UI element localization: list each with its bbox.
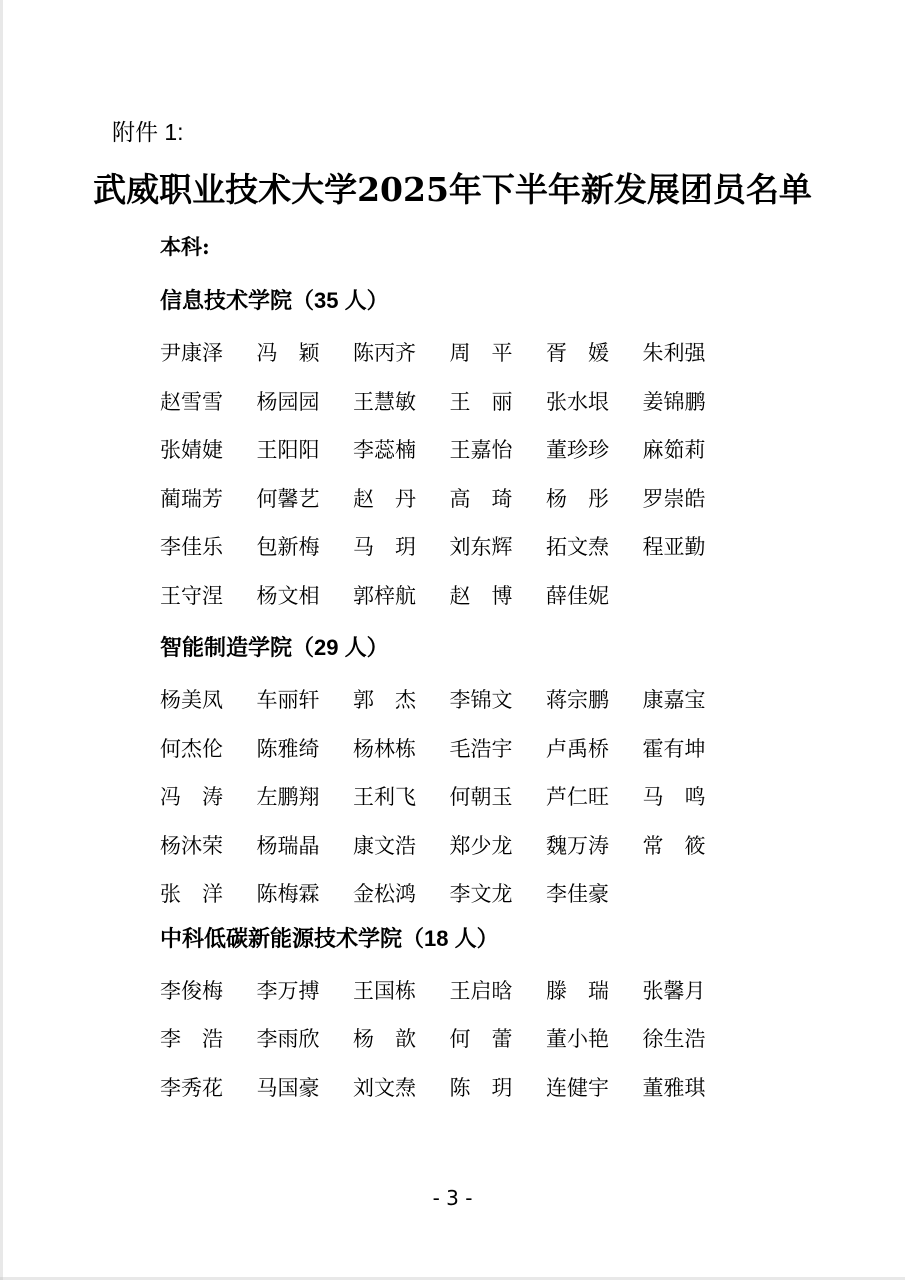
member-name: 何 蕾 (449, 1027, 513, 1052)
member-name: 陈 玥 (449, 1075, 513, 1100)
member-name: 冯 涛 (160, 785, 223, 810)
name-row (160, 724, 780, 773)
name-rows (160, 966, 780, 1112)
member-name: 康嘉宝 (642, 688, 706, 713)
member-name: 康文浩 (353, 833, 416, 858)
member-name: 李雨欣 (256, 1027, 320, 1052)
member-name: 蔺瑞芳 (160, 486, 223, 511)
member-name: 蒋宗鹏 (546, 688, 609, 713)
member-name: 薛佳妮 (546, 583, 609, 608)
member-name: 高 琦 (449, 486, 513, 511)
member-name: 张馨月 (642, 978, 706, 1003)
member-name: 陈丙齐 (353, 341, 416, 366)
member-name: 王国栋 (353, 978, 416, 1003)
member-name: 连健宇 (546, 1075, 609, 1100)
member-name: 杨美凤 (160, 688, 223, 713)
name-row (160, 522, 780, 571)
member-name: 马 玥 (353, 535, 416, 560)
member-name: 杨园园 (256, 389, 320, 414)
member-name: 董小艳 (546, 1027, 609, 1052)
member-name: 郭 杰 (353, 688, 416, 713)
name-rows (160, 675, 780, 918)
member-name: 何杰伦 (160, 736, 223, 761)
member-name: 金松鸿 (353, 882, 416, 907)
member-name: 麻筎莉 (642, 438, 706, 463)
member-name: 罗崇皓 (642, 486, 706, 511)
member-name: 姜锦鹏 (642, 389, 706, 414)
member-name: 刘文焘 (353, 1075, 416, 1100)
member-name: 毛浩宇 (449, 736, 513, 761)
member-name: 王阳阳 (256, 438, 320, 463)
name-row (160, 772, 780, 821)
member-name: 魏万涛 (546, 833, 609, 858)
member-name: 卢禹桥 (546, 736, 609, 761)
page-title: 武威职业技术大学2025年下半年新发展团员名单 (93, 170, 812, 209)
member-name: 陈雅绮 (256, 736, 320, 761)
member-name: 滕 瑞 (546, 978, 609, 1003)
name-row (160, 425, 780, 474)
member-name: 郭梓航 (353, 583, 416, 608)
member-name: 霍有坤 (642, 736, 706, 761)
section-heading: 信息技术学院（35 人） (160, 288, 389, 313)
member-name: 周 平 (449, 341, 513, 366)
member-name: 朱利强 (642, 341, 706, 366)
name-rows (160, 328, 780, 619)
section-heading: 中科低碳新能源技术学院（18 人） (160, 925, 499, 951)
member-name: 王守涅 (160, 583, 223, 608)
member-name: 杨瑞晶 (256, 833, 320, 858)
member-name: 冯 颖 (256, 341, 320, 366)
name-row (160, 474, 780, 523)
name-row (160, 1014, 780, 1063)
name-row (160, 377, 780, 426)
name-row (160, 328, 780, 377)
name-row (160, 571, 780, 620)
member-name: 杨沐荣 (160, 833, 223, 858)
member-name: 包新梅 (256, 535, 320, 560)
sections-container (160, 288, 780, 1111)
member-name: 马国豪 (256, 1075, 320, 1100)
member-name: 李俊梅 (160, 978, 223, 1003)
member-name: 李万搏 (256, 978, 320, 1003)
name-row (160, 869, 780, 918)
member-name: 李秀花 (160, 1075, 223, 1100)
member-name: 程亚勤 (642, 535, 706, 560)
member-name: 杨 歆 (353, 1027, 416, 1052)
member-name: 马 鸣 (642, 785, 706, 810)
member-name: 何朝玉 (449, 785, 513, 810)
document-body (160, 234, 780, 1111)
name-row (160, 821, 780, 870)
member-name: 赵 博 (449, 583, 513, 608)
member-name: 李 浩 (160, 1027, 223, 1052)
member-name: 左鹏翔 (256, 785, 320, 810)
member-name: 董雅琪 (642, 1075, 706, 1100)
section (160, 926, 780, 1112)
member-name: 赵雪雪 (160, 389, 223, 414)
degree-label: 本科: (160, 234, 210, 259)
member-name: 王嘉怡 (449, 438, 513, 463)
member-name: 李锦文 (449, 688, 513, 713)
name-row (160, 966, 780, 1015)
member-name: 李佳豪 (546, 882, 609, 907)
member-name: 胥 媛 (546, 341, 609, 366)
name-row (160, 675, 780, 724)
member-name: 芦仁旺 (546, 785, 609, 810)
member-name: 杨 彤 (546, 486, 609, 511)
section-heading: 智能制造学院（29 人） (160, 635, 389, 660)
member-name: 陈梅霖 (256, 882, 320, 907)
attachment-label: 附件 1: (112, 119, 184, 145)
name-row (160, 1063, 780, 1112)
member-name: 王 丽 (449, 389, 513, 414)
member-name: 常 筱 (642, 833, 706, 858)
member-name: 杨文相 (256, 583, 320, 608)
section (160, 635, 780, 918)
member-name: 王启晗 (449, 978, 513, 1003)
member-name: 张水垠 (546, 389, 609, 414)
page-number: - 3 - (432, 1186, 473, 1210)
member-name: 李蕊楠 (353, 438, 416, 463)
section (160, 288, 780, 619)
member-name: 董珍珍 (546, 438, 609, 463)
member-name: 张 洋 (160, 882, 223, 907)
member-name: 王利飞 (353, 785, 416, 810)
member-name: 刘东辉 (449, 535, 513, 560)
member-name: 徐生浩 (642, 1027, 706, 1052)
member-name: 李文龙 (449, 882, 513, 907)
member-name: 王慧敏 (353, 389, 416, 414)
member-name: 拓文焘 (546, 535, 609, 560)
member-name: 杨林栋 (353, 736, 416, 761)
member-name: 赵 丹 (353, 486, 416, 511)
member-name: 李佳乐 (160, 535, 223, 560)
member-name: 何馨艺 (256, 486, 320, 511)
member-name: 车丽轩 (256, 688, 320, 713)
member-name: 郑少龙 (449, 833, 513, 858)
member-name: 张婧婕 (160, 438, 223, 463)
member-name: 尹康泽 (160, 341, 223, 366)
